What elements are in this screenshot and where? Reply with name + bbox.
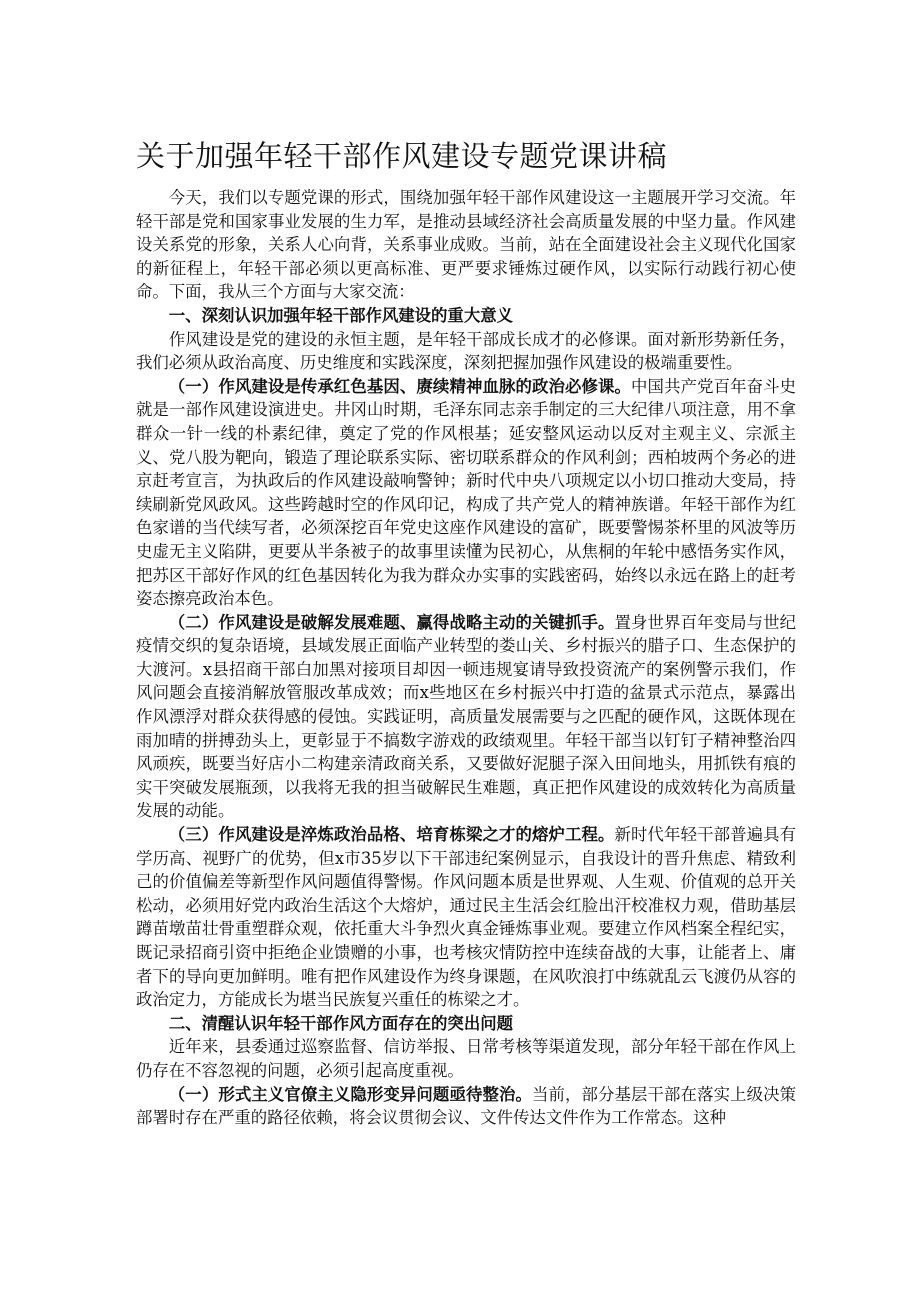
section-1-point-1-body: 中国共产党百年奋斗史就是一部作风建设演进史。井冈山时期，毛泽东同志亲手制定的三大纪律八项注意，用不拿群众一针一线的朴素纪律，奠定了党的作风根基；延安整风运动以反对主观主义、宗派主义、党八股为靶向，锻造了理论联系实际、密切联系群众的作风利剑；西柏坡两个务必的进京赶考宣言，为执政后的作风建设敲响警钟；新时代中央八项规定以小切口推动大变局，持续刷新党风政风。这些跨越时空的作风印记，构成了共产党人的精神族谱。年轻干部作为红色家谱的当代续写者，必须深挖百年党史这座作风建设的富矿，既要警惕茶杯里的风波等历史虚无主义陷阱，更要从半条被子的故事里读懂为民初心，从焦桐的年轮中感悟务实作风，把苏区干部好作风的红色基因转化为我为群众办实事的实践密码，始终以永远在路上的赶考姿态擦亮政治本色。	[136, 376, 797, 609]
section-2-heading: 二、清醒认识年轻干部作风方面存在的突出问题	[168, 1013, 513, 1033]
section-1-point-3	[136, 823, 796, 1012]
section-2-intro: 近年来，县委通过巡察监督、信访举报、日常考核等渠道发现，部分年轻干部在作风上仍存在不容忽视的问题，必须引起高度重视。	[136, 1037, 796, 1080]
section-1-intro: 作风建设是党的建设的永恒主题，是年轻干部成长成才的必修课。面对新形势新任务，我们必须从政治高度、历史维度和实践深度，深刻把握加强作风建设的极端重要性。	[136, 329, 796, 373]
section-1-point-2-body: 置身世界百年变局与世纪疫情交织的复杂语境，县域发展正面临产业转型的娄山关、乡村振兴的腊子口、生态保护的大渡河。x县招商干部白加黑对接项目却因一顿违规宴请导致投资流产的案例警示我们，作风问题会直接消解放管服改革成效；而x些地区在乡村振兴中打造的盆景式示范点，暴露出作风漂浮对群众获得感的侵蚀。实践证明，高质量发展需要与之匹配的硬作风，这既体现在雨加晴的拼搏劲头上，更彰显于不搞数字游戏的政绩观里。年轻干部当以钉钉子精神整治四风顽疾，既要当好店小二构建亲清政商关系，又要做好泥腿子深入田间地头，用抓铁有痕的实干突破发展瓶颈，以我将无我的担当破解民生难题，真正把作风建设的成效转化为高质量发展的动能。	[136, 612, 797, 821]
document-page	[136, 136, 796, 1130]
section-1-point-2-lead: （二）作风建设是破解发展难题、赢得战略主动的关键抓手。	[168, 612, 615, 632]
document-title: 关于加强年轻干部作风建设专题党课讲稿	[136, 139, 668, 173]
section-1-point-1-lead: （一）作风建设是传承红色基因、赓续精神血脉的政治必修课。	[168, 376, 632, 396]
section-1-point-3-body: 新时代年轻干部普遍具有学历高、视野广的优势，但x市35岁以下干部违纪案例显示，自我设计的晋升焦虑、精致利己的价值偏差等新型作风问题值得警惕。作风问题本质是世界观、人生观、价值观的总开关松动，必须用好党内政治生活这个大熔炉，通过民主生活会红脸出汗校准权力观，借助基层蹲苗墩苗壮骨重塑群众观，依托重大斗争烈火真金锤炼事业观。要建立作风档案全程纪实，既记录招商引资中拒绝企业馈赠的小事，也考核灾情防控中连续奋战的大事，让能者上、庸者下的导向更加鲜明。唯有把作风建设作为终身课题，在风吹浪打中练就乱云飞渡仍从容的政治定力，方能成长为堪当民族复兴重任的栋梁之才。	[136, 825, 797, 1010]
section-1-heading: 一、深刻认识加强年轻干部作风建设的重大意义	[168, 305, 513, 325]
section-1-point-1	[136, 375, 796, 611]
section-2-point-1	[136, 1083, 796, 1130]
intro-paragraph: 今天，我们以专题党课的形式，围绕加强年轻干部作风建设这一主题展开学习交流。年轻干部是党和国家事业发展的生力军，是推动县域经济社会高质量发展的中坚力量。作风建设关系党的形象，关系人心向背，关系事业成败。当前，站在全面建设社会主义现代化国家的新征程上，年轻干部必须以更高标准、更严要求锤炼过硬作风，以实际行动践行初心使命。下面，我从三个方面与大家交流：	[136, 188, 796, 302]
section-1-point-3-lead: （三）作风建设是淬炼政治品格、培育栋梁之才的熔炉工程。	[168, 825, 615, 845]
section-1-point-2	[136, 611, 796, 823]
section-2-point-1-body: 当前，部分基层干部在落实上级决策部署时存在严重的路径依赖，将会议贯彻会议、文件传达文件作为工作常态。这种	[136, 1084, 797, 1128]
section-2-point-1-lead: （一）形式主义官僚主义隐形变异问题亟待整治。	[168, 1084, 532, 1104]
